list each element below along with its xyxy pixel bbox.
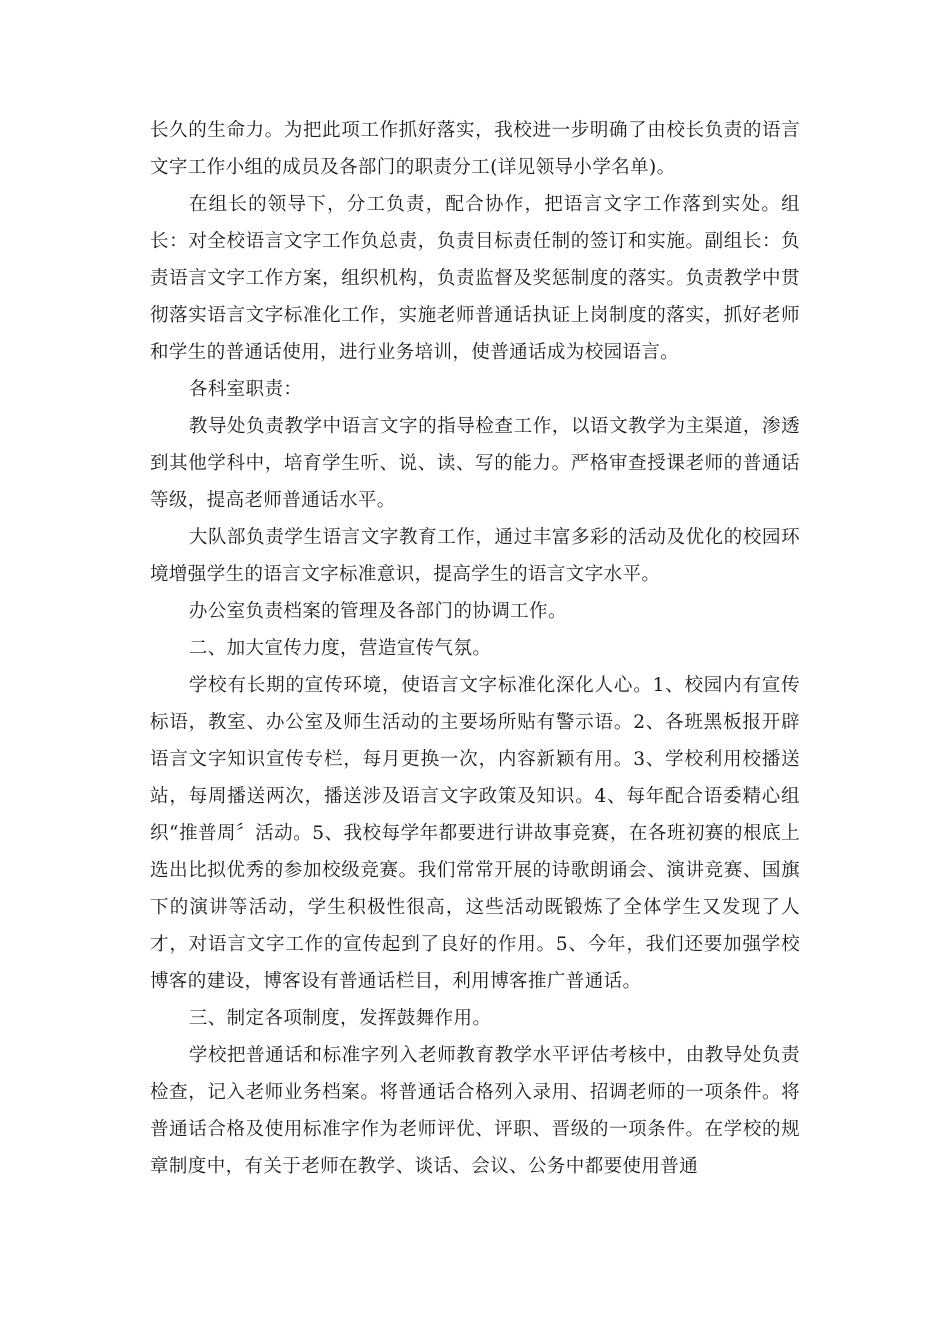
paragraph-5: 大队部负责学生语言文字教育工作，通过丰富多彩的活动及优化的校园环境增强学生的语言文字标准意识，提高学生的语言文字水平。 (150, 527, 800, 585)
paragraph-4: 教导处负责教学中语言文字的指导检查工作，以语文教学为主渠道，渗透到其他学科中，培育学生听、说、读、写的能力。严格审查授课老师的普通话等级，提高老师普通话水平。 (150, 416, 800, 511)
paragraph-3: 各科室职责： (188, 379, 303, 400)
section-heading-2: 二、加大宣传力度，营造宣传气氛。 (188, 638, 492, 659)
paragraph-1: 长久的生命力。为把此项工作抓好落实，我校进一步明确了由校长负责的语言文字工作小组的成员及各部门的职责分工(详见领导小学名单)。 (150, 120, 800, 178)
paragraph-2: 在组长的领导下，分工负责，配合协作，把语言文字工作落到实处。组长：对全校语言文字工作负总责，负责目标责任制的签订和实施。副组长：负责语言文字工作方案，组织机构，负责监督及奖惩制度的落实。负责教学中贯彻落实语言文字标准化工作，实施老师普通话执证上岗制度的落实，抓好老师和学生的普通话使用，进行业务培训，使普通话成为校园语言。 (150, 194, 800, 363)
section-heading-3: 三、制定各项制度，发挥鼓舞作用。 (188, 1008, 492, 1029)
paragraph-8: 学校有长期的宣传环境，使语言文字标准化深化人心。1、校园内有宣传标语，教室、办公室及师生活动的主要场所贴有警示语。2、各班黑板报开辟语言文字知识宣传专栏，每月更换一次，内容新颖有用。3、学校利用校播送站，每周播送两次，播送涉及语言文字政策及知识。4、每年配合语委精心组织“推普周〞活动。5、我校每学年都要进行讲故事竞赛，在各班初赛的根底上选出比拟优秀的参加校级竞赛。我们常常开展的诗歌朗诵会、演讲竞赛、国旗下的演讲等活动，学生积极性很高，这些活动既锻炼了全体学生又发现了人才，对语言文字工作的宣传起到了良好的作用。5、今年，我们还要加强学校博客的建设，博客设有普通话栏目，利用博客推广普通话。 (150, 675, 800, 992)
paragraph-6: 办公室负责档案的管理及各部门的协调工作。 (188, 601, 567, 622)
paragraph-10: 学校把普通话和标准字列入老师教育教学水平评估考核中，由教导处负责检查，记入老师业务档案。将普通话合格列入录用、招调老师的一项条件。将普通话合格及使用标准字作为老师评优、评职、晋级的一项条件。在学校的规章制度中，有关于老师在教学、谈话、会议、公务中都要使用普通 (150, 1045, 800, 1177)
document-page (150, 112, 800, 1185)
